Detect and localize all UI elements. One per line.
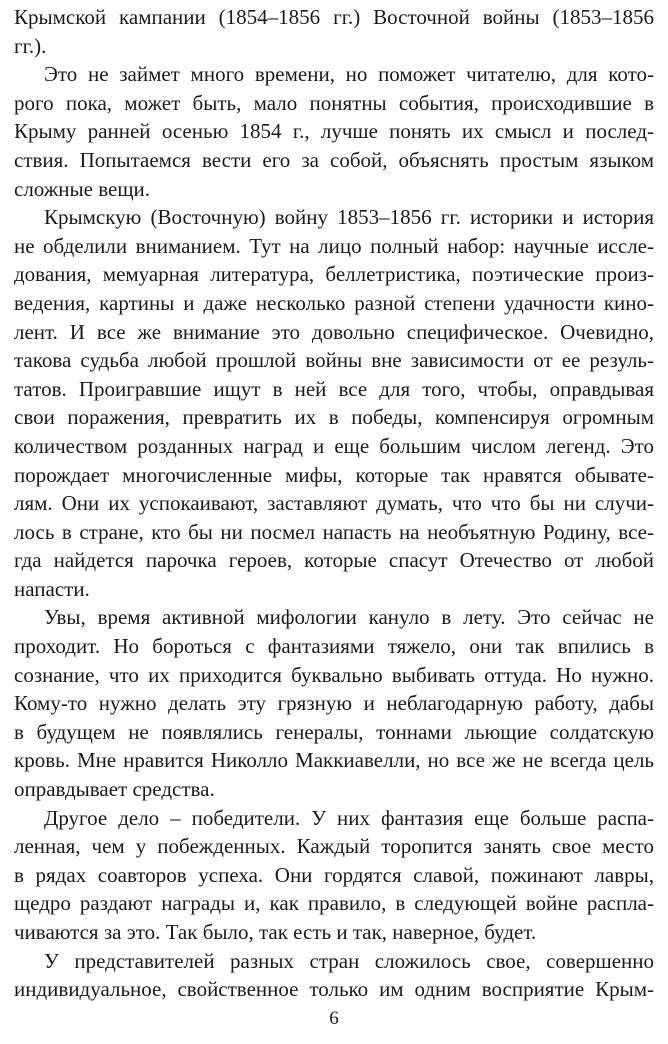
paragraph [14, 203, 654, 603]
text-line: Увы, время активной мифологии кануло в лету. Это сейчас не [44, 605, 654, 630]
text-line: дования, мемуарная литература, беллетристика, поэтические произ- [14, 262, 654, 287]
paragraph [14, 3, 654, 60]
text-line: ленная, чем у побежденных. Каждый торопится занять свое место [14, 834, 654, 859]
text-line: ведения, картины и даже несколько разной степени удачности кино- [14, 290, 654, 315]
text-line: Это не займет много времени, но поможет читателю, для кото- [44, 62, 654, 87]
text-line: лям. Они их успокаивают, заставляют думать, что что бы ни случи- [14, 491, 654, 516]
text-line: проходит. Но бороться с фантазиями тяжело, они так впились в [14, 634, 654, 659]
text-line: напасти. [14, 576, 90, 601]
text-line: щедро раздают награды и, как правило, в следующей войне распла- [14, 891, 654, 916]
text-line: татов. Проигравшие ищут в ней все для того, чтобы, оправдывая [14, 376, 654, 401]
text-line: ствия. Попытаемся вести его за собой, объяснять простым языком [14, 147, 654, 172]
text-line: лось в стране, кто бы ни посмел напасть на необъятную Родину, все- [14, 519, 654, 544]
paragraph [14, 60, 654, 203]
text-line: гда найдется парочка героев, которые спасут Отечество от любой [14, 548, 654, 573]
text-line: рого пока, может быть, мало понятны события, происходившие в [14, 90, 654, 115]
text-line: У представителей разных стран сложилось свое, совершенно [44, 948, 654, 973]
paragraph [14, 804, 654, 947]
text-line: Крымской кампании (1854–1856 гг.) Восточной войны (1853–1856 [14, 5, 654, 29]
page-number: 6 [329, 1008, 339, 1029]
text-line: сложные вещи. [14, 176, 150, 201]
paragraph [14, 947, 654, 1004]
page-body [14, 3, 654, 1004]
text-line: гг.). [14, 33, 47, 58]
text-line: Другое дело – победители. У них фантазия еще больше распа- [44, 805, 654, 830]
text-line: в рядах соавторов успеха. Они гордятся славой, пожинают лавры, [14, 862, 654, 887]
text-line: лент. И все же внимание это довольно специфическое. Очевидно, [14, 319, 654, 344]
text-line: сознание, что их приходится буквально выбивать оттуда. Но нужно. [14, 662, 654, 687]
text-line: Крымскую (Восточную) войну 1853–1856 гг. историки и история [44, 205, 654, 230]
text-line: такова судьба любой прошлой войны вне зависимости от ее резуль- [14, 348, 654, 373]
text-line: порождает многочисленные мифы, которые так нравятся обывате- [14, 462, 654, 487]
text-line: не обделили вниманием. Тут на лицо полный набор: научные иссле- [14, 233, 654, 258]
text-line: в будущем не появлялись генералы, тоннами льющие солдатскую [14, 719, 654, 744]
text-line: Крыму ранней осенью 1854 г., лучше понять их смысл и послед- [14, 119, 654, 144]
text-line: чиваются за это. Так было, так есть и так, наверное, будет. [14, 920, 537, 944]
text-line: оправдывает средства. [14, 777, 215, 802]
text-line: индивидуальное, свойственное только им одним восприятие Крым- [14, 977, 654, 1002]
text-line: Кому-то нужно делать эту грязную и неблагодарную работу, дабы [14, 691, 654, 716]
text-line: количеством розданных наград и еще большим числом легенд. Это [14, 433, 654, 458]
text-line: кровь. Мне нравится Николло Маккиавелли, но все же не всегда цель [14, 748, 654, 773]
paragraph [14, 603, 654, 803]
text-line: свои поражения, превратить их в победы, компенсируя огромным [14, 405, 654, 430]
